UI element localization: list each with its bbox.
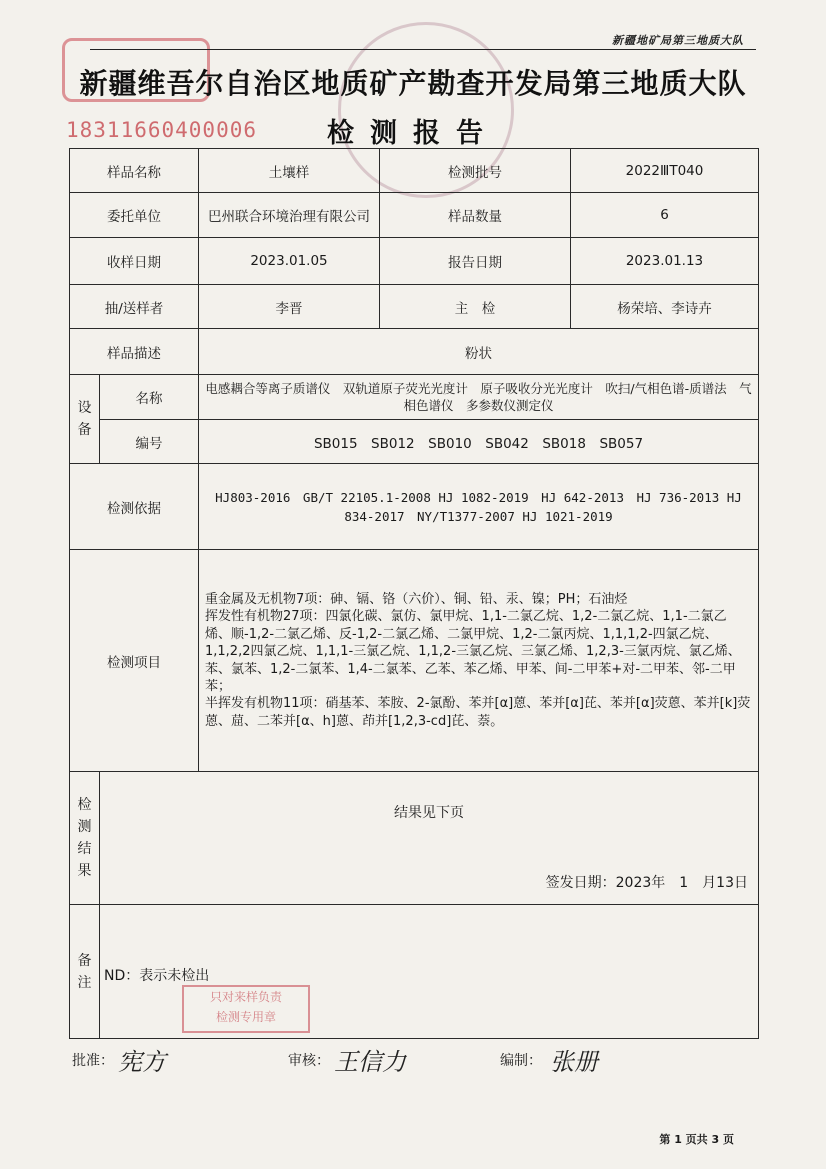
items-svocs: 半挥发有机物11项：硝基苯、苯胺、2-氯酚、苯并[α]蒽、苯并[α]芘、苯并[α]荧蒽、苯并[k]荧蒽、䓛、二苯并[α、h]蒽、茚并[1,2,3-cd]芘、萘。	[205, 696, 751, 729]
items-label: 检测项目	[70, 550, 199, 772]
equipment-name-label: 名称	[100, 375, 199, 420]
org-short-name: 新疆地矿局第三地质大队	[612, 34, 744, 47]
receive-date-label: 收样日期	[70, 238, 199, 285]
stamp-number: 18311660400006	[66, 118, 258, 142]
review-label: 审核：	[288, 1053, 330, 1069]
sample-desc-value: 粉状	[199, 329, 759, 375]
sampler-label: 抽/送样者	[70, 285, 199, 329]
result-cell	[100, 772, 759, 905]
client-value: 巴州联合环境治理有限公司	[199, 193, 380, 238]
items-heavy-metals: 重金属及无机物7项：砷、镉、铬（六价）、铜、铅、汞、镍；PH；石油烃	[205, 591, 628, 607]
page-title: 新疆维吾尔自治区地质矿产勘查开发局第三地质大队	[79, 67, 747, 100]
equipment-names: 电感耦合等离子质谱仪 双轨道原子荧光光度计 原子吸收分光光度计 吹扫/气相色谱-质谱法 气相色谱仪 多参数仪测定仪	[199, 375, 759, 420]
report-date-label: 报告日期	[380, 238, 571, 285]
report-table	[69, 148, 759, 1039]
sample-name-label: 样品名称	[70, 149, 199, 193]
sample-desc-label: 样品描述	[70, 329, 199, 375]
equipment-label: 设备	[70, 375, 100, 464]
remark-label: 备注	[70, 905, 100, 1039]
report-date-value: 2023.01.13	[571, 238, 759, 285]
sample-name-value: 土壤样	[199, 149, 380, 193]
inspector-label: 主 检	[380, 285, 571, 329]
batch-value: 2022ⅢT040	[571, 149, 759, 193]
equipment-no-label: 编号	[100, 420, 199, 464]
compile-signature: 张册	[550, 1048, 598, 1076]
remark-cell	[100, 905, 759, 1039]
remark-text: ND：表示未检出	[104, 968, 210, 984]
header-divider	[90, 49, 756, 50]
quantity-value: 6	[571, 193, 759, 238]
review-signature: 王信力	[334, 1048, 406, 1076]
report-subtitle: 检测报告	[327, 118, 499, 149]
quantity-label: 样品数量	[380, 193, 571, 238]
sampler-value: 李晋	[199, 285, 380, 329]
inspector-value: 杨荣培、李诗卉	[571, 285, 759, 329]
compile-label: 编制：	[500, 1053, 542, 1069]
result-text: 结果见下页	[394, 805, 464, 821]
inspection-stamp: 只对来样负责 检测专用章	[182, 985, 310, 1033]
approve-label: 批准：	[72, 1053, 114, 1069]
basis-label: 检测依据	[70, 464, 199, 550]
client-label: 委托单位	[70, 193, 199, 238]
equipment-numbers: SB015 SB012 SB010 SB042 SB018 SB057	[199, 420, 759, 464]
sign-date: 签发日期：2023年 1 月13日	[545, 875, 748, 891]
result-label: 检测结果	[70, 772, 100, 905]
page-number: 第 1 页共 3 页	[659, 1133, 734, 1146]
items-vocs: 挥发性有机物27项：四氯化碳、氯仿、氯甲烷、1,1-二氯乙烷、1,2-二氯乙烷、1,1-二氯乙烯、顺-1,2-二氯乙烯、反-1,2-二氯乙烯、二氯甲烷、1,2-二氯丙烷、1,1,1,2-四氯乙烷、1,1,2,2四氯乙烷、1,1,1-三氯乙烷、1,1,2-三氯乙烷、三氯乙烯、1,2,3-三氯丙烷、氯乙烯、苯、氯苯、1,2-二氯苯、1,4-二氯苯、乙苯、苯乙烯、甲苯、间-二甲苯+对-二甲苯、邻-二甲苯；	[205, 609, 741, 694]
items-value	[199, 550, 759, 772]
receive-date-value: 2023.01.05	[199, 238, 380, 285]
batch-label: 检测批号	[380, 149, 571, 193]
basis-value: HJ803-2016 GB/T 22105.1-2008 HJ 1082-2019 HJ 642-2013 HJ 736-2013 HJ 834-2017 NY/T1377-2007 HJ 1021-2019	[199, 464, 759, 550]
approve-signature: 宪方	[118, 1048, 166, 1076]
